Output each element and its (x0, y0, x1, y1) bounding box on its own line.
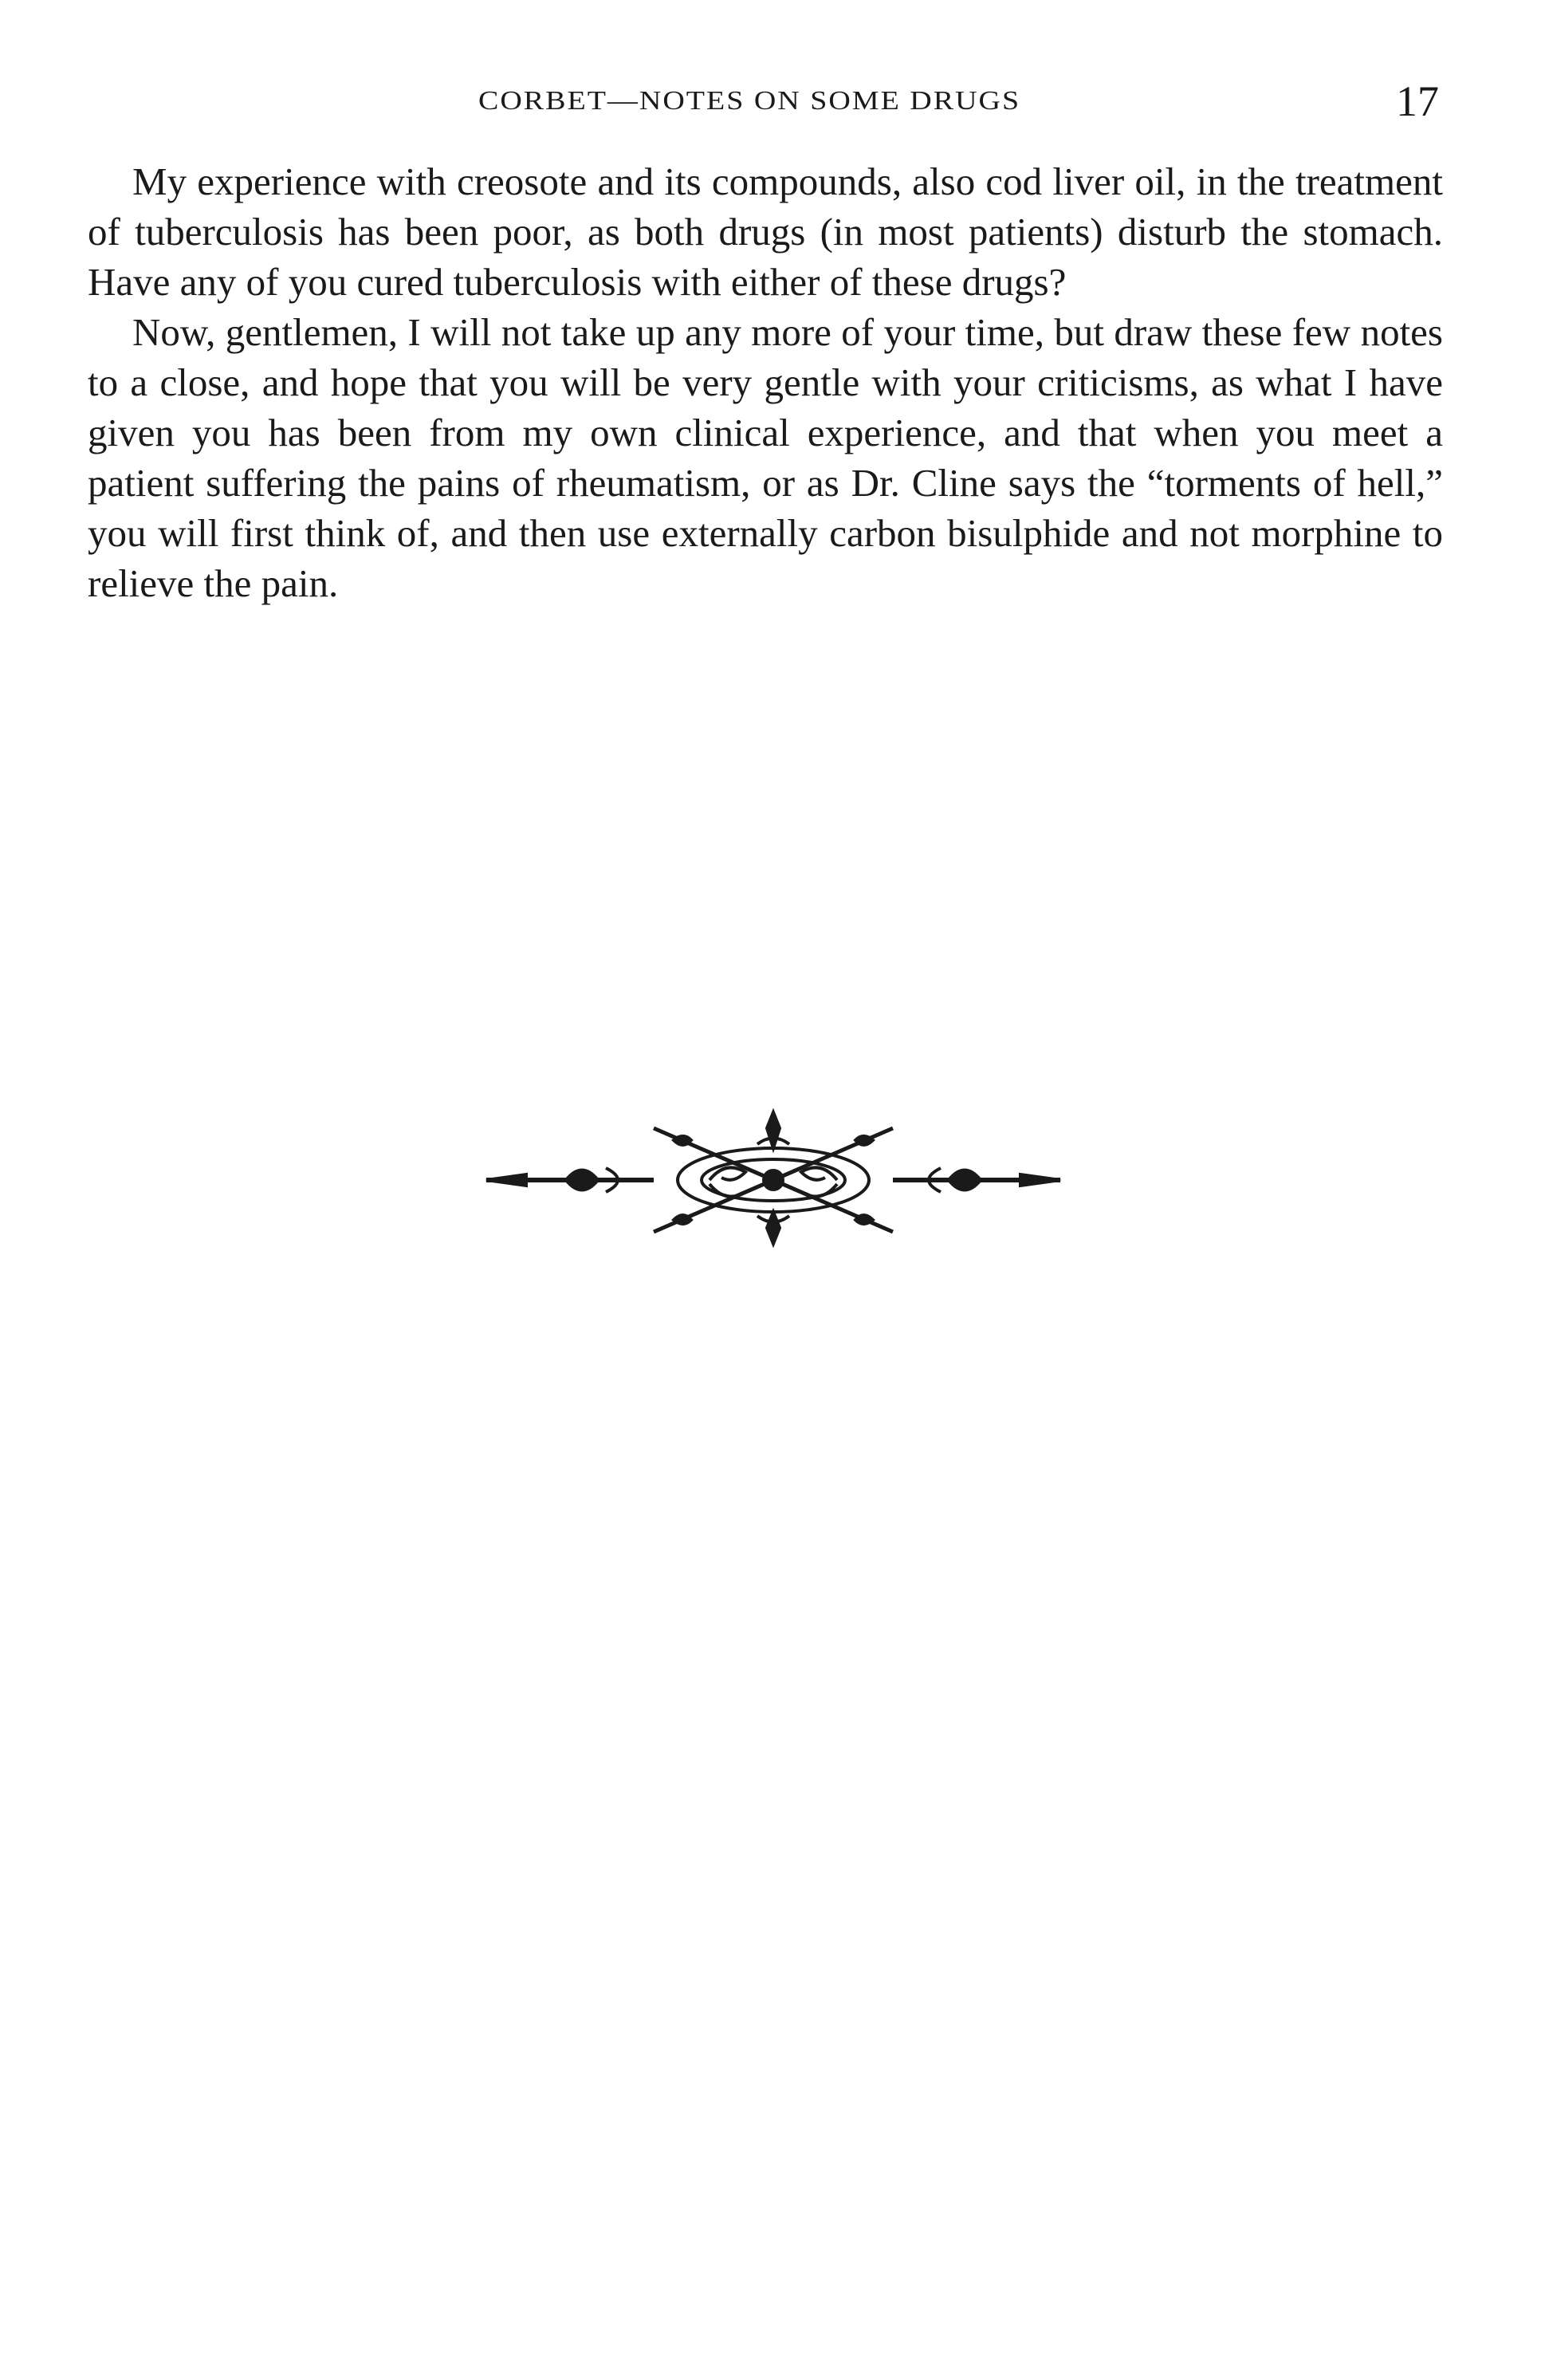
body-text (88, 156, 1443, 608)
paragraph-1: My experience with creosote and its compounds, also cod liver oil, in the treatment of tuberculosis has been poor, as both drugs (in most patients) disturb the stomach. Have any of you cured tuberculosis with either of these drugs? (88, 159, 1443, 304)
running-head: CORBET—NOTES ON SOME DRUGS (478, 85, 1021, 116)
floral-tailpiece-ornament-icon (470, 1104, 1076, 1248)
paragraph-2: Now, gentlemen, I will not take up any more of your time, but draw these few notes to a close, and hope that you will be very gentle with your criticisms, as what I have given you has been from my own clinical experience, and that when you meet a patient suffering the pains of rheumatism, or as Dr. Cline says the “torments of hell,” you will first think of, and then use externally carbon bisulphide and not morphine to relieve the pain. (88, 310, 1443, 605)
page-number: 17 (1396, 77, 1439, 125)
